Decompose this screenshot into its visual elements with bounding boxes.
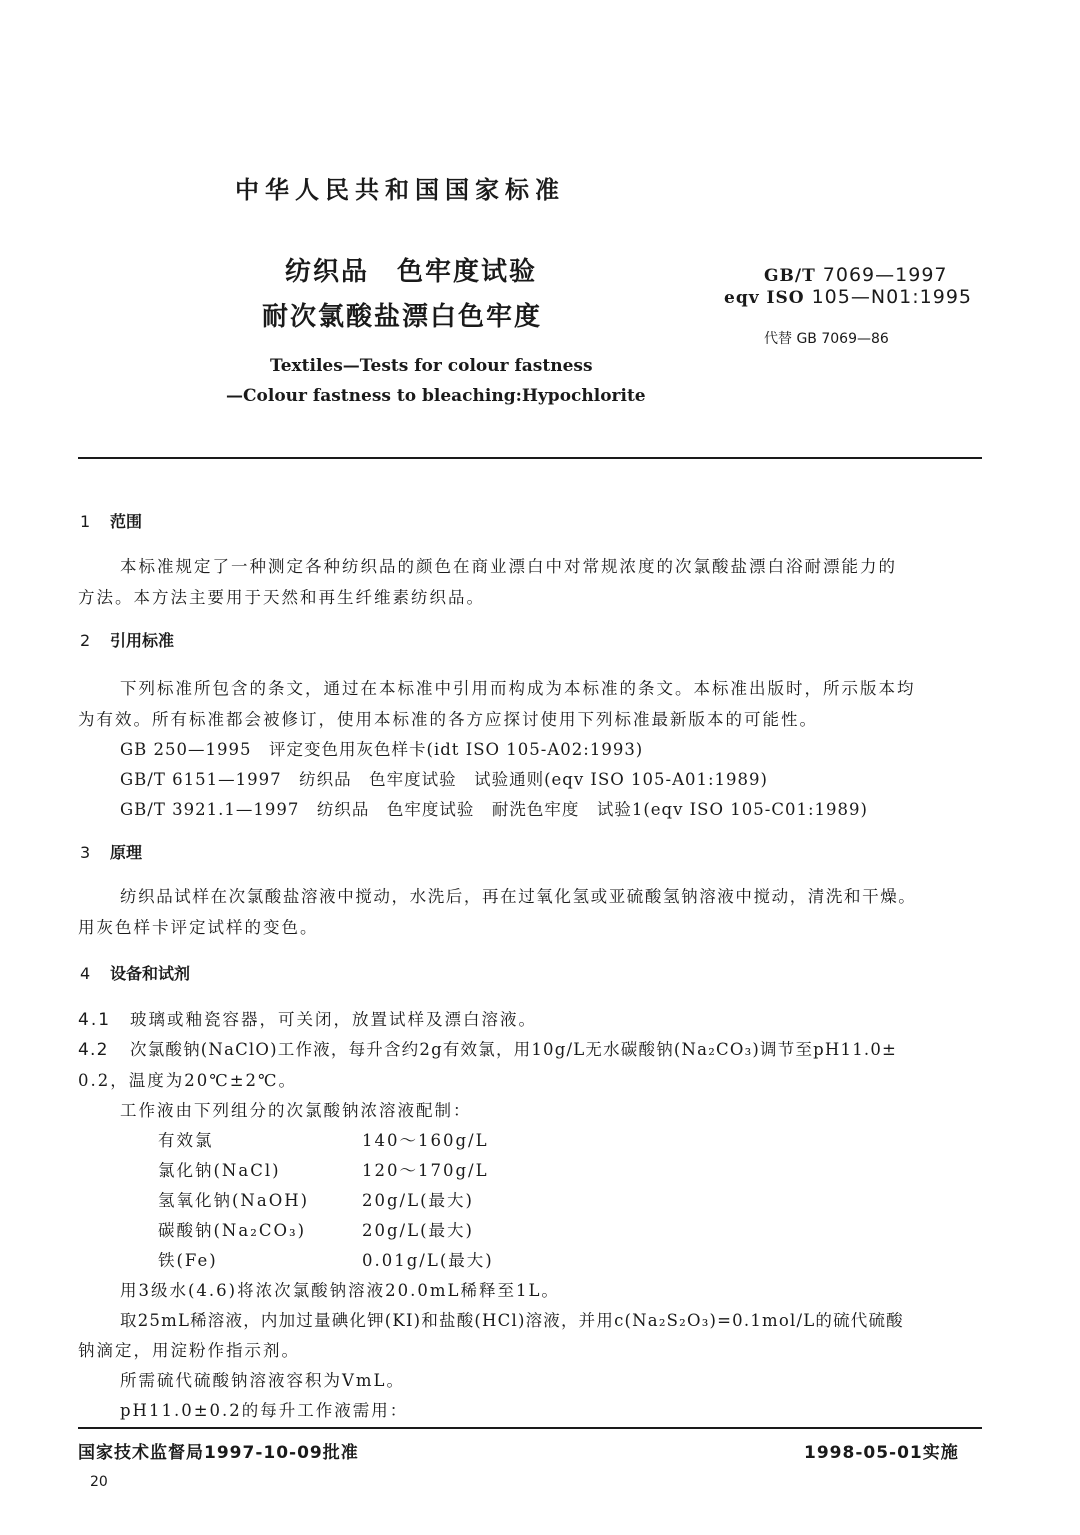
volume-statement: 所需硫代硫酸钠溶液容积为VmL。 [120,1371,406,1390]
document-title-en-line1: Textiles—Tests for colour fastness [270,356,593,376]
national-standard-title: 中华人民共和国国家标准 [235,176,565,204]
component-name: 铁(Fe) [158,1251,218,1270]
clause-4-2-continuation: 0.2，温度为20℃±2℃。 [78,1071,297,1090]
section-2-heading [80,628,174,651]
clause-4-2-text: 次氯酸钠(NaClO)工作液，每升含约2g有效氯，用10g/L无水碳酸钠(Na₂CO₃)调节至pH11.0± [130,1040,898,1059]
dilution-instruction: 用3级水(4.6)将浓次氯酸钠溶液20.0mL稀释至1L。 [120,1281,560,1300]
approval-date: 国家技术监督局1997-10-09批准 [78,1443,359,1463]
component-name: 碳酸钠(Na₂CO₃) [158,1221,307,1240]
section-2-paragraph-line1: 下列标准所包含的条文，通过在本标准中引用而构成为本标准的条文。本标准出版时，所示版本均 [120,679,916,698]
equivalent-prefix: eqv ISO [724,288,805,308]
component-value: 20g/L(最大) [362,1221,474,1240]
section-2-title: 引用标准 [110,631,175,650]
component-name: 氯化钠(NaCl) [158,1161,281,1180]
page-number: 20 [90,1474,108,1490]
standard-number [764,264,948,286]
equivalent-code: 105—N01:1995 [811,286,973,308]
component-value: 0.01g/L(最大) [362,1251,494,1270]
section-2-paragraph-line2: 为有效。所有标准都会被修订，使用本标准的各方应探讨使用下列标准最新版本的可能性。 [78,710,818,729]
reference-item: GB 250—1995 评定变色用灰色样卡(idt ISO 105-A02:1993) [120,740,644,759]
section-3-title: 原理 [110,843,143,862]
section-1-heading [80,509,142,532]
section-4-heading [80,961,190,984]
section-4-number: 4 [80,964,91,983]
component-value: 120～170g/L [362,1161,489,1180]
replaces-standard: 代替 GB 7069—86 [764,331,889,347]
section-3-paragraph-line2: 用灰色样卡评定试样的变色。 [78,918,319,937]
section-1-title: 范围 [110,512,143,531]
document-title-cn-line2: 耐次氯酸盐漂白色牢度 [262,302,543,332]
section-1-paragraph-line1: 本标准规定了一种测定各种纺织品的颜色在商业漂白中对常规浓度的次氯酸盐漂白浴耐漂能力的 [120,557,897,576]
document-title-cn-line1: 纺织品 色牢度试验 [285,257,538,287]
section-2-number: 2 [80,631,91,650]
header-divider [78,457,982,459]
titration-line2: 钠滴定，用淀粉作指示剂。 [78,1341,300,1360]
component-name: 有效氯 [158,1131,214,1150]
clause-4-2 [78,1036,897,1060]
working-solution-prep: 工作液由下列组分的次氯酸钠浓溶液配制： [120,1101,472,1120]
section-1-number: 1 [80,512,91,531]
titration-line1: 取25mL稀溶液，内加过量碘化钾(KI)和盐酸(HCl)溶液，并用c(Na₂S₂O₃)=0.1mol/L的硫代硫酸 [120,1311,904,1330]
clause-4-2-number: 4.2 [78,1040,109,1060]
section-3-number: 3 [80,843,91,862]
section-4-title: 设备和试剂 [110,964,191,983]
reference-item: GB/T 3921.1—1997 纺织品 色牢度试验 耐洗色牢度 试验1(eqv ISO 105-C01:1989) [120,800,868,819]
document-title-en-line2: —Colour fastness to bleaching:Hypochlorite [226,386,646,406]
clause-4-1-number: 4.1 [78,1010,112,1030]
section-3-heading [80,840,142,863]
implementation-date: 1998-05-01实施 [804,1443,959,1463]
section-1-paragraph-line2: 方法。本方法主要用于天然和再生纤维素纺织品。 [78,588,485,607]
clause-4-1 [78,1006,537,1030]
ph-requirement: pH11.0±0.2的每升工作液需用： [120,1401,409,1420]
clause-4-1-text: 玻璃或釉瓷容器，可关闭，放置试样及漂白溶液。 [130,1010,537,1029]
footer-divider [78,1427,982,1429]
standard-prefix: GB/T [764,266,816,286]
component-name: 氢氧化钠(NaOH) [158,1191,310,1210]
standard-code: 7069—1997 [822,264,948,286]
component-value: 140～160g/L [362,1131,489,1150]
section-3-paragraph-line1: 纺织品试样在次氯酸盐溶液中搅动，水洗后，再在过氧化氢或亚硫酸氢钠溶液中搅动，清洗和干燥。 [120,887,917,906]
reference-item: GB/T 6151—1997 纺织品 色牢度试验 试验通则(eqv ISO 105-A01:1989) [120,770,768,789]
component-value: 20g/L(最大) [362,1191,474,1210]
equivalent-standard [724,286,972,308]
